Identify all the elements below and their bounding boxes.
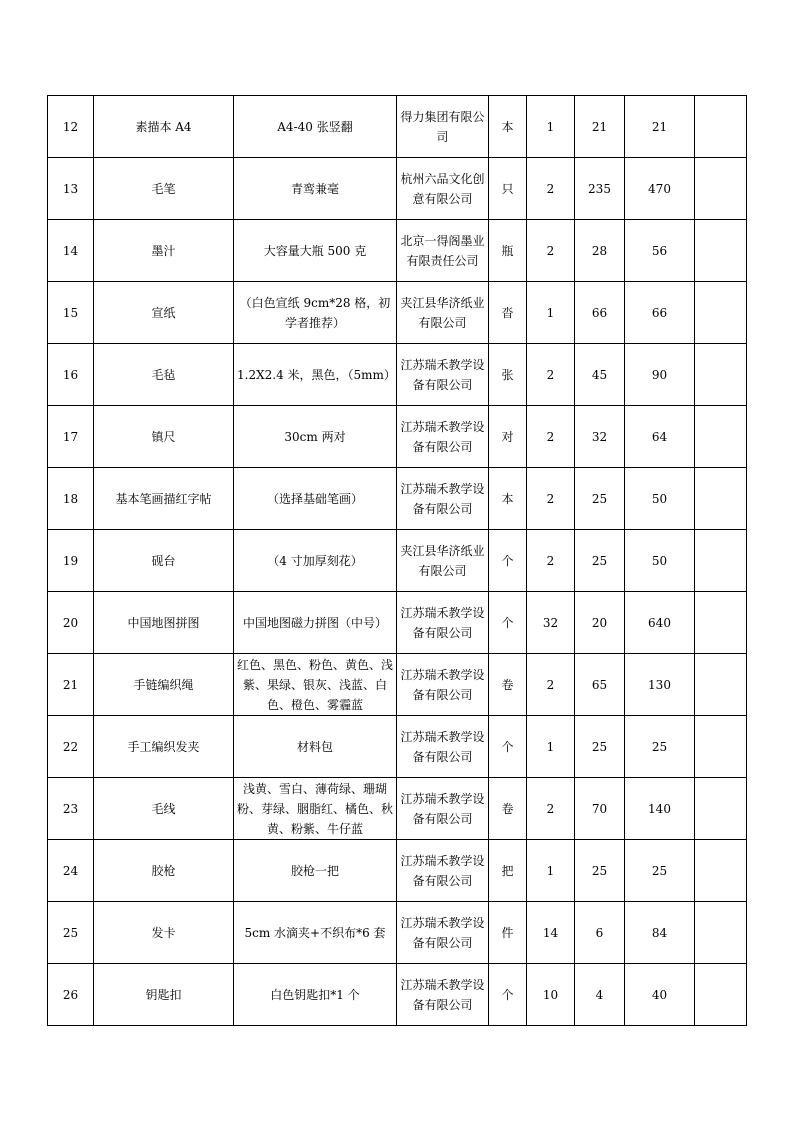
cell-name: 手工编织发夹 — [94, 716, 234, 778]
cell-name: 毛笔 — [94, 158, 234, 220]
cell-vendor: 江苏瑞禾教学设备有限公司 — [397, 778, 489, 840]
cell-price: 65 — [575, 654, 625, 716]
cell-spec: （选择基础笔画） — [234, 468, 397, 530]
cell-qty: 1 — [527, 282, 575, 344]
table-row — [48, 530, 747, 592]
cell-remark — [695, 840, 747, 902]
cell-price: 21 — [575, 96, 625, 158]
cell-price: 6 — [575, 902, 625, 964]
cell-no: 23 — [48, 778, 94, 840]
item-table-body — [48, 96, 747, 1026]
cell-unit: 卷 — [489, 654, 527, 716]
cell-price: 45 — [575, 344, 625, 406]
cell-remark — [695, 158, 747, 220]
cell-name: 钥匙扣 — [94, 964, 234, 1026]
table-row — [48, 716, 747, 778]
cell-vendor: 江苏瑞禾教学设备有限公司 — [397, 964, 489, 1026]
cell-price: 70 — [575, 778, 625, 840]
cell-remark — [695, 654, 747, 716]
cell-price: 32 — [575, 406, 625, 468]
cell-unit: 个 — [489, 592, 527, 654]
cell-total: 25 — [625, 716, 695, 778]
cell-vendor: 江苏瑞禾教学设备有限公司 — [397, 344, 489, 406]
cell-total: 50 — [625, 530, 695, 592]
cell-name: 胶枪 — [94, 840, 234, 902]
cell-no: 16 — [48, 344, 94, 406]
cell-spec: 5cm 水滴夹+不织布*6 套 — [234, 902, 397, 964]
cell-spec: 中国地图磁力拼图（中号） — [234, 592, 397, 654]
table-row — [48, 96, 747, 158]
cell-no: 19 — [48, 530, 94, 592]
cell-name: 砚台 — [94, 530, 234, 592]
cell-unit: 本 — [489, 468, 527, 530]
cell-qty: 10 — [527, 964, 575, 1026]
cell-spec: A4-40 张竖翻 — [234, 96, 397, 158]
cell-total: 40 — [625, 964, 695, 1026]
cell-price: 4 — [575, 964, 625, 1026]
cell-no: 26 — [48, 964, 94, 1026]
cell-unit: 瓶 — [489, 220, 527, 282]
cell-spec: （白色宣纸 9cm*28 格，初学者推荐） — [234, 282, 397, 344]
cell-spec: 30cm 两对 — [234, 406, 397, 468]
table-row — [48, 592, 747, 654]
cell-unit: 卷 — [489, 778, 527, 840]
cell-vendor: 江苏瑞禾教学设备有限公司 — [397, 406, 489, 468]
cell-name: 毛毡 — [94, 344, 234, 406]
cell-vendor: 江苏瑞禾教学设备有限公司 — [397, 902, 489, 964]
cell-unit: 张 — [489, 344, 527, 406]
table-row — [48, 282, 747, 344]
cell-vendor: 夹江县华济纸业有限公司 — [397, 282, 489, 344]
cell-name: 宣纸 — [94, 282, 234, 344]
cell-price: 25 — [575, 468, 625, 530]
cell-no: 20 — [48, 592, 94, 654]
cell-no: 15 — [48, 282, 94, 344]
cell-remark — [695, 282, 747, 344]
cell-name: 基本笔画描红字帖 — [94, 468, 234, 530]
cell-spec: 浅黄、雪白、薄荷绿、珊瑚粉、芽绿、胭脂红、橘色、秋黄、粉紫、牛仔蓝 — [234, 778, 397, 840]
cell-total: 130 — [625, 654, 695, 716]
cell-qty: 2 — [527, 406, 575, 468]
cell-qty: 2 — [527, 220, 575, 282]
cell-qty: 2 — [527, 778, 575, 840]
cell-remark — [695, 406, 747, 468]
item-table — [47, 95, 747, 1026]
cell-no: 14 — [48, 220, 94, 282]
cell-name: 素描本 A4 — [94, 96, 234, 158]
cell-total: 25 — [625, 840, 695, 902]
cell-no: 18 — [48, 468, 94, 530]
table-row — [48, 158, 747, 220]
table-row — [48, 964, 747, 1026]
cell-total: 90 — [625, 344, 695, 406]
cell-qty: 2 — [527, 654, 575, 716]
cell-no: 17 — [48, 406, 94, 468]
cell-unit: 只 — [489, 158, 527, 220]
cell-price: 25 — [575, 530, 625, 592]
cell-name: 墨汁 — [94, 220, 234, 282]
cell-no: 21 — [48, 654, 94, 716]
cell-qty: 2 — [527, 344, 575, 406]
cell-remark — [695, 530, 747, 592]
cell-price: 25 — [575, 840, 625, 902]
cell-qty: 1 — [527, 716, 575, 778]
cell-remark — [695, 344, 747, 406]
cell-unit: 本 — [489, 96, 527, 158]
cell-unit: 个 — [489, 716, 527, 778]
cell-spec: 胶枪一把 — [234, 840, 397, 902]
cell-qty: 2 — [527, 158, 575, 220]
cell-price: 235 — [575, 158, 625, 220]
cell-total: 140 — [625, 778, 695, 840]
cell-vendor: 北京一得阁墨业有限责任公司 — [397, 220, 489, 282]
table-row — [48, 840, 747, 902]
table-row — [48, 406, 747, 468]
table-row — [48, 654, 747, 716]
cell-name: 发卡 — [94, 902, 234, 964]
cell-vendor: 江苏瑞禾教学设备有限公司 — [397, 716, 489, 778]
cell-name: 毛线 — [94, 778, 234, 840]
cell-price: 28 — [575, 220, 625, 282]
cell-remark — [695, 592, 747, 654]
cell-total: 470 — [625, 158, 695, 220]
cell-remark — [695, 902, 747, 964]
cell-vendor: 江苏瑞禾教学设备有限公司 — [397, 592, 489, 654]
cell-price: 20 — [575, 592, 625, 654]
cell-spec: （4 寸加厚刻花） — [234, 530, 397, 592]
cell-qty: 1 — [527, 840, 575, 902]
cell-total: 640 — [625, 592, 695, 654]
cell-unit: 件 — [489, 902, 527, 964]
cell-spec: 材料包 — [234, 716, 397, 778]
cell-remark — [695, 716, 747, 778]
table-row — [48, 344, 747, 406]
cell-qty: 2 — [527, 530, 575, 592]
cell-total: 21 — [625, 96, 695, 158]
cell-price: 66 — [575, 282, 625, 344]
cell-no: 25 — [48, 902, 94, 964]
cell-vendor: 杭州六品文化创意有限公司 — [397, 158, 489, 220]
cell-no: 13 — [48, 158, 94, 220]
cell-remark — [695, 468, 747, 530]
cell-vendor: 江苏瑞禾教学设备有限公司 — [397, 840, 489, 902]
cell-total: 64 — [625, 406, 695, 468]
cell-remark — [695, 96, 747, 158]
table-row — [48, 468, 747, 530]
cell-total: 50 — [625, 468, 695, 530]
cell-vendor: 江苏瑞禾教学设备有限公司 — [397, 654, 489, 716]
cell-qty: 2 — [527, 468, 575, 530]
cell-total: 56 — [625, 220, 695, 282]
cell-spec: 青鸾兼毫 — [234, 158, 397, 220]
cell-price: 25 — [575, 716, 625, 778]
cell-unit: 个 — [489, 964, 527, 1026]
cell-spec: 大容量大瓶 500 克 — [234, 220, 397, 282]
cell-qty: 32 — [527, 592, 575, 654]
cell-remark — [695, 964, 747, 1026]
cell-spec: 1.2X2.4 米，黑色，（5mm） — [234, 344, 397, 406]
table-row — [48, 778, 747, 840]
cell-total: 84 — [625, 902, 695, 964]
cell-unit: 把 — [489, 840, 527, 902]
cell-name: 镇尺 — [94, 406, 234, 468]
cell-vendor: 江苏瑞禾教学设备有限公司 — [397, 468, 489, 530]
cell-qty: 14 — [527, 902, 575, 964]
cell-unit: 对 — [489, 406, 527, 468]
cell-name: 手链编织绳 — [94, 654, 234, 716]
cell-unit: 个 — [489, 530, 527, 592]
cell-qty: 1 — [527, 96, 575, 158]
cell-no: 12 — [48, 96, 94, 158]
cell-no: 24 — [48, 840, 94, 902]
cell-vendor: 夹江县华济纸业有限公司 — [397, 530, 489, 592]
cell-remark — [695, 778, 747, 840]
table-row — [48, 220, 747, 282]
cell-vendor: 得力集团有限公司 — [397, 96, 489, 158]
cell-total: 66 — [625, 282, 695, 344]
cell-unit: 沓 — [489, 282, 527, 344]
cell-spec: 白色钥匙扣*1 个 — [234, 964, 397, 1026]
cell-remark — [695, 220, 747, 282]
cell-spec: 红色、黑色、粉色、黄色、浅紫、果绿、银灰、浅蓝、白色、橙色、雾霾蓝 — [234, 654, 397, 716]
table-row — [48, 902, 747, 964]
cell-no: 22 — [48, 716, 94, 778]
cell-name: 中国地图拼图 — [94, 592, 234, 654]
